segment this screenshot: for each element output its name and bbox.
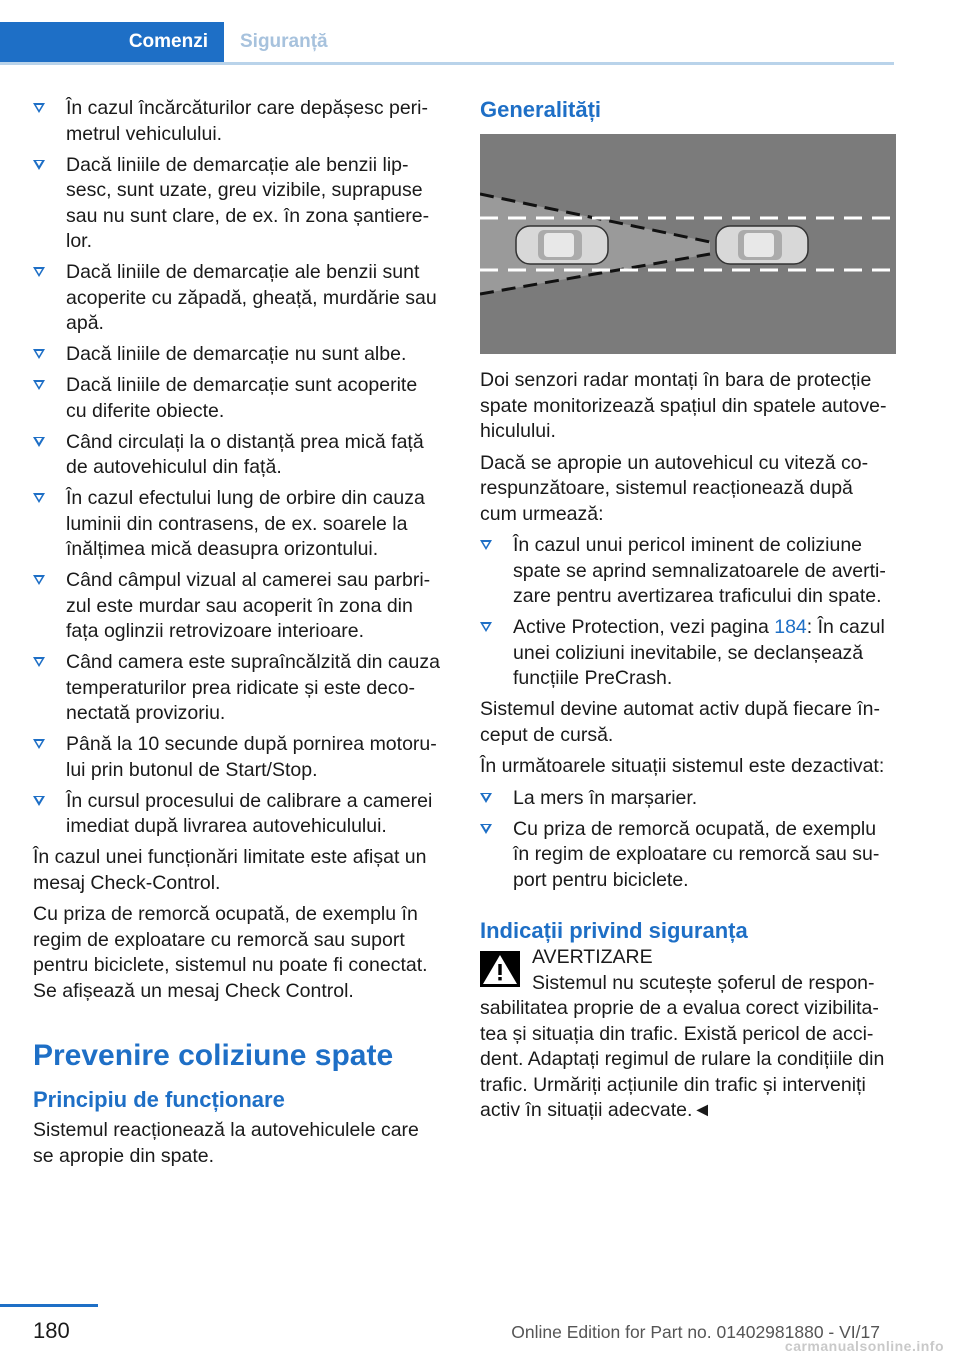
watermark: carmanualsonline.info [784,1338,944,1354]
list-item: Active Protection, vezi pagina 184: În cazul unei coliziuni inevitabile, se declanșează funcțiile PreCrash. [480,615,896,692]
deactivated-paragraph: În următoarele situații sistemul este dezactivat: [480,755,885,777]
subsection-heading: Principiu de funcționare [33,1087,285,1112]
list-item: Cu priza de remorcă ocupată, de exemplu în regim de exploatare cu remorcă sau su- port pentru biciclete. [480,817,896,894]
list-item: Dacă liniile de demarcație ale benzii lip- sesc, sunt uzate, greu vizibile, suprapuse sau nu sunt clare, de ex. în zona șantiere- lor. [33,153,441,255]
tab-siguranta[interactable]: Siguranță [240,31,328,52]
footer-divider [0,1304,98,1307]
radar-diagram [480,134,896,354]
list-item: În cursul procesului de calibrare a camerei imediat după livrarea autovehiculului. [33,789,441,840]
reaction-list [480,533,896,692]
subsection-heading-general: Generalități [480,97,602,122]
trailer-paragraph: Cu priza de remorcă ocupată, de exemplu în regim de exploatare cu remorcă sau suport pentru biciclete, sistemul nu poate fi conectat. Se afișează un mesaj Check Control. [33,903,428,1002]
bullet-triangle-icon [33,267,45,277]
section-heading: Prevenire coliziune spate [33,1039,394,1072]
reaction-paragraph: Dacă se apropie un autovehicul cu viteză co- respunzătoare, sistemul reacționează după cum urmează: [480,451,869,525]
bullet-triangle-icon [33,380,45,390]
edition-info: Online Edition for Part no. 01402981880 - VI/17 [511,1322,880,1342]
chapter-tab-bar [0,22,894,65]
bullet-triangle-icon [480,793,492,803]
warning-text-first-line: Sistemul nu scutește șoferul de respon- [532,971,875,994]
bullet-triangle-icon [480,540,492,550]
warning-text: sabilitatea proprie de a evalua corect vizibilita- tea și situația din trafic. Există pericol de acci- dent. Adaptați regimul de rulare la condițiile din trafic. Urmăriți acțiunile din trafic și interveniți activ în situații adecvate.◄ [480,997,885,1121]
list-item: Când camera este supraîncălzită din cauza temperaturilor prea ridicate și este deco- nectată provizoriu. [33,650,441,727]
subsection-heading-safety: Indicații privind siguranța [480,918,748,943]
list-item: Când câmpul vizual al camerei sau parbri- zul este murdar sau acoperit în zona din fața oglinzii retrovizoare interioare. [33,568,441,645]
page-number: 180 [33,1318,70,1343]
list-item: În cazul unui pericol iminent de coliziune spate se aprind semnalizatoarele de averti- zare pentru avertizarea traficului din spate. [480,533,896,610]
radar-paragraph: Doi senzori radar montați în bara de protecție spate monitorizează spațiul din spatele autove- hiculului. [480,369,887,442]
list-item: În cazul efectului lung de orbire din cauza luminii din contrasens, de ex. soarele la înălțimea mică deasupra orizontului. [33,486,441,563]
list-item: Dacă liniile de demarcație sunt acoperite cu diferite obiecte. [33,373,441,424]
list-item: Când circulați la o distanță prea mică față de autovehiculul din față. [33,430,441,481]
approaching-car-icon [516,226,608,264]
bullet-triangle-icon [33,739,45,749]
bullet-triangle-icon [33,103,45,113]
warning-block [480,945,896,996]
bullet-triangle-icon [33,437,45,447]
bullet-triangle-icon [33,575,45,585]
bullet-triangle-icon [33,493,45,503]
bullet-triangle-icon [33,349,45,359]
list-item: Până la 10 secunde după pornirea motoru- lui prin butonul de Start/Stop. [33,732,441,783]
radar-illustration [480,134,896,354]
bullet-triangle-icon [480,824,492,834]
principle-paragraph: Sistemul reacționează la autovehiculele care se apropie din spate. [33,1119,419,1167]
check-control-paragraph: În cazul unei funcționări limitate este afișat un mesaj Check-Control. [33,846,427,894]
bullet-triangle-icon [33,160,45,170]
tab-comenzi[interactable]: Comenzi [0,22,224,62]
page-link-184[interactable]: 184 [774,616,807,638]
warning-triangle-icon [480,951,520,987]
list-item: La mers în marșarier. [480,786,896,812]
list-item: Dacă liniile de demarcație ale benzii sunt acoperite cu zăpadă, gheață, murdărie sau apă. [33,260,441,337]
list-item: În cazul încărcăturilor care depășesc peri- metrul vehiculului. [33,96,441,147]
auto-active-paragraph: Sistemul devine automat activ după fiecare în- ceput de cursă. [480,698,880,746]
left-column [33,96,441,1175]
list-item: Dacă liniile de demarcație nu sunt albe. [33,342,441,368]
bullet-triangle-icon [480,622,492,632]
bullet-triangle-icon [33,657,45,667]
warning-title: AVERTIZARE [532,946,653,968]
deactivation-list [480,786,896,894]
right-column [480,96,896,1124]
own-car-icon [716,226,808,264]
bullet-triangle-icon [33,796,45,806]
limitations-list [33,96,441,840]
